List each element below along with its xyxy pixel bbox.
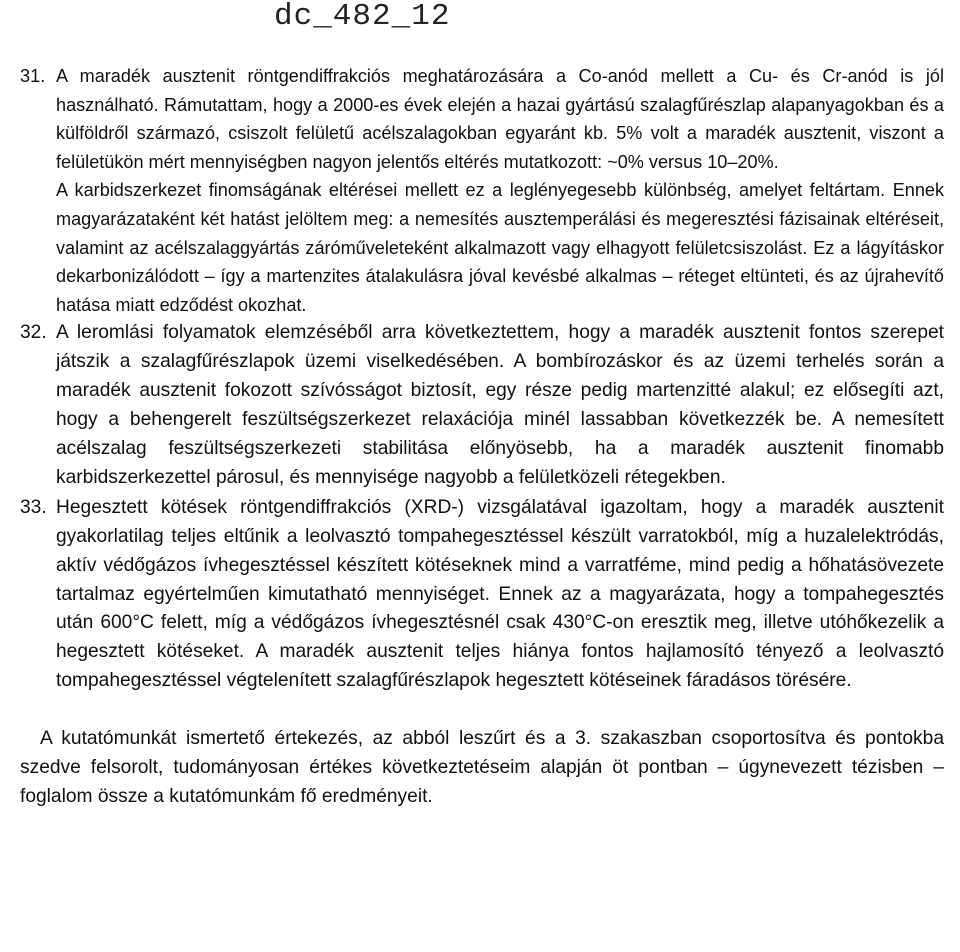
closing-paragraph: A kutatómunkát ismertető értekezés, az abból leszűrt és a 3. szakaszban csoportosítva és pontokba szedve felsorolt, tudományosan értékes következtetéseim alapján öt pontban – úgynevezett tézisben – foglalom össze a kutatómunkám fő eredményeit.: [20, 728, 944, 807]
thesis-item-33-row: [20, 494, 944, 696]
thesis-item-33: [20, 494, 944, 696]
thesis-item-32-row: [20, 319, 944, 492]
item-paragraph: A maradék ausztenit röntgendiffrakciós meghatározására a Co-anód mellett a Cu- és Cr-anód is jól használható. Rámutattam, hogy a 2000-es évek elején a hazai gyártású szalagfűrészlap alapanyagokban és a külföldről származó, csiszolt felületű acélszalagokban egyaránt kb. 5% volt a maradék ausztenit, viszont a felületükön mért mennyiségben nagyon jelentős eltérés mutatkozott: ~0% versus 10–20%.: [56, 66, 944, 172]
item-paragraph: A leromlási folyamatok elemzéséből arra következtettem, hogy a maradék ausztenit fontos szerepet játszik a szalagfűrészlapok üzemi viselkedésében. A bombírozáskor és az üzemi terhelés során a maradék ausztenit fokozott szívósságot biztosít, egy része pedig martenzitté alakul; ez elősegíti azt, hogy a behengerelt feszültségszerkezet relaxációja minél lassabban következzék be. A nemesített acélszalag feszültségszerkezeti stabilitása előnyösebb, ha a maradék ausztenit finomabb karbidszerkezettel párosul, és mennyisége nagyobb a felületközeli rétegekben.: [56, 322, 944, 488]
thesis-item-31: [20, 62, 944, 319]
item-number: 31.: [20, 66, 46, 86]
document-body: [20, 62, 944, 812]
document-id: dc_482_12: [274, 0, 451, 34]
item-number: 32.: [20, 322, 47, 344]
item-body: [56, 62, 944, 319]
item-body: [56, 319, 944, 492]
item-body: [56, 494, 944, 696]
item-number: 33.: [20, 496, 47, 518]
thesis-item-32: [20, 319, 944, 492]
item-paragraph: Hegesztett kötések röntgendiffrakciós (XRD-) vizsgálatával igazoltam, hogy a maradék ausztenit gyakorlatilag teljes eltűnik a leolvasztó tompahegesztéssel készült varratokból, míg a huzalelektródás, aktív védőgázos ívhegesztéssel készített kötéseknek mind a varratféme, mind pedig a hőhatásövezete tartalmaz egyértelműen kimutatható mennyiséget. Ennek az a magyarázata, hogy a tompahegesztés után 600°C felett, míg a védőgázos ívhegesztésnél csak 430°C-on eresztik meg, illetve utóhőkezelik a hegesztett kötéseket. A maradék ausztenit teljes hiánya fontos hajlamosító tényező a leolvasztó tompahegesztéssel végtelenített szalagfűrészlapok hegesztett kötéseinek fáradásos törésére.: [56, 496, 944, 692]
item-paragraph: A karbidszerkezet finomságának eltérései mellett ez a leglényegesebb különbség, amelyet feltártam. Ennek magyarázataként két hatást jelöltem meg: a nemesítés ausztemperálási és megeresztési fázisainak eltéréseit, valamint az acélszalaggyártás záróműveleteként alkalmazott vagy elhagyott felületcsiszolást. Ez a lágyításkor dekarbonizálódott – így a martenzites átalakulásra jóval kevésbé alkalmas – réteget eltünteti, és az újrahevítő hatása miatt edződést okozhat.: [56, 180, 944, 315]
thesis-item-31-row: [20, 62, 944, 319]
